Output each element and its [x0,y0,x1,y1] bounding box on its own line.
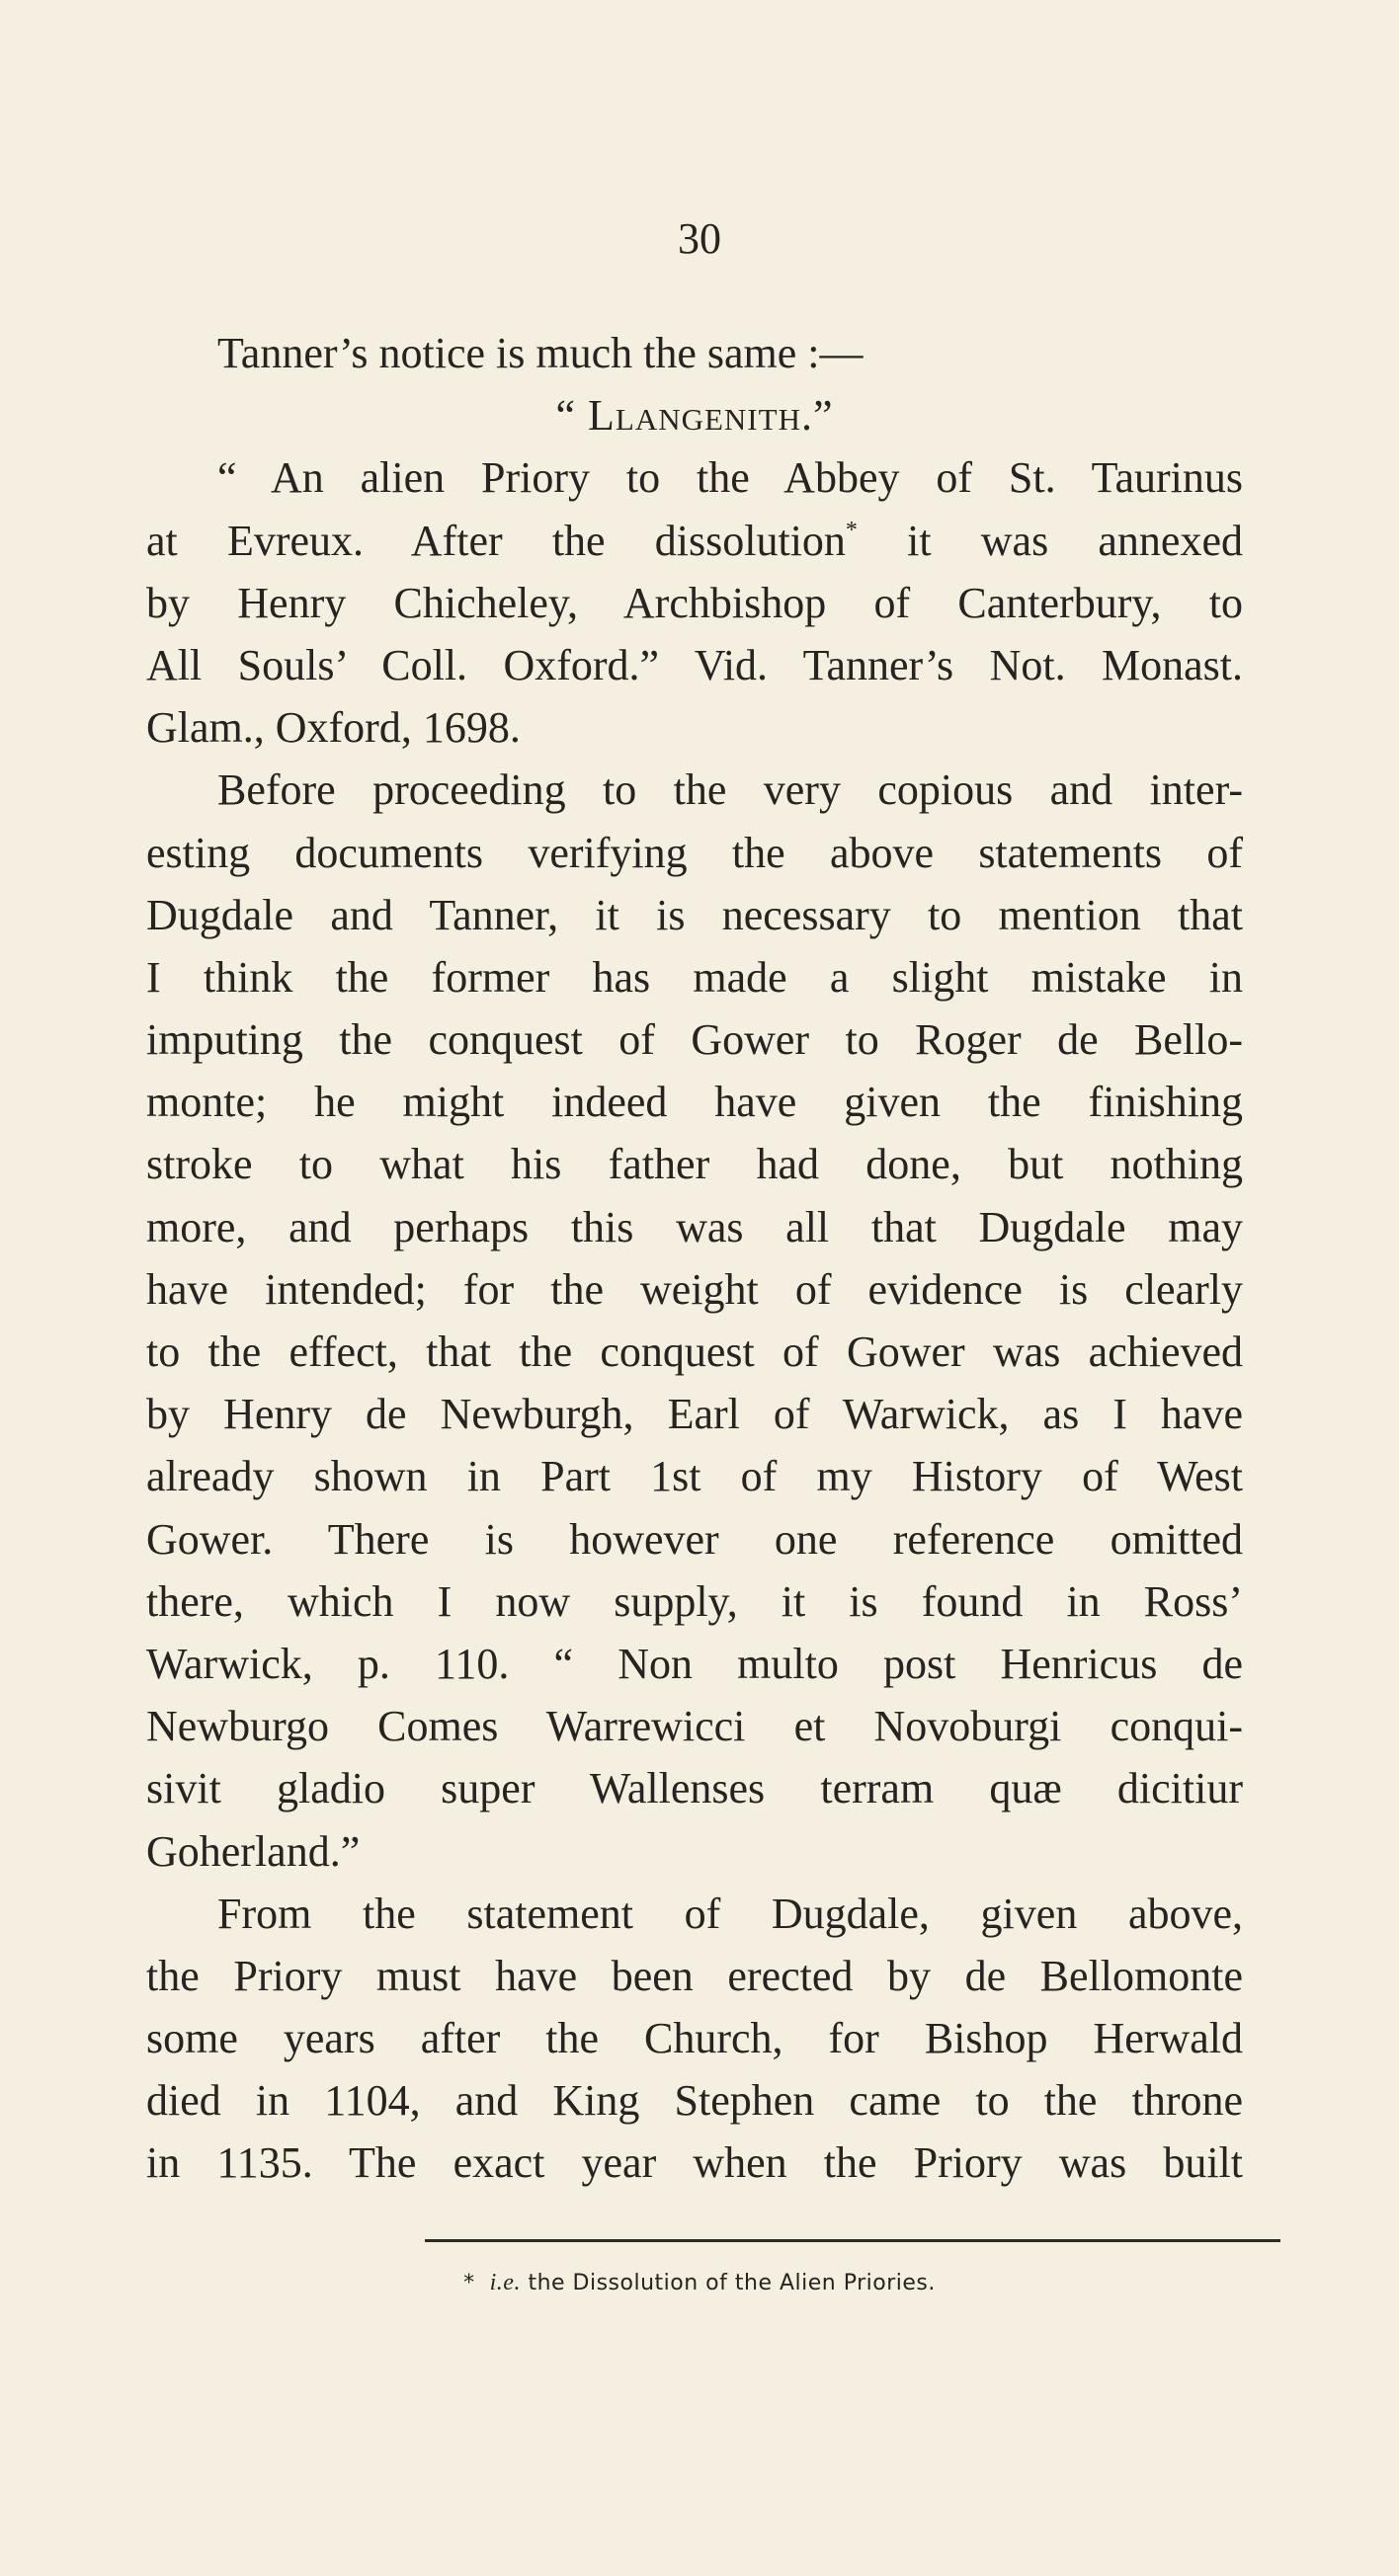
text-line: Newburgo Comes Warrewicci et Novoburgi conqui- [146,1702,1243,1751]
text-line: there, which I now supply, it is found in Ross’ [146,1576,1243,1626]
text-line [146,510,1243,572]
text-line: died in 1104, and King Stephen came to the throne [146,2076,1243,2126]
text-line: monte; he might indeed have given the finishing [146,1078,1243,1127]
text-line: Dugdale and Tanner, it is necessary to mention that [146,890,1243,939]
text-line: Before proceeding to the very copious and inter- [217,765,1243,815]
text-line: Warwick, p. 110. “ Non multo post Henricus de [146,1639,1243,1688]
text-line: All Souls’ Coll. Oxford.” Vid. Tanner’s Not. Monast. [146,640,1243,689]
footnote [0,2268,1399,2298]
text-line: I think the former has made a slight mistake in [146,952,1243,1002]
text-line: imputing the conquest of Gower to Roger de Bello- [146,1015,1243,1065]
text-line: some years after the Church, for Bishop Herwald [146,2014,1243,2063]
text-line: already shown in Part 1st of my History of West [146,1452,1243,1501]
text-line: by Henry Chicheley, Archbishop of Canterbury, to [146,578,1243,627]
text-line: “ An alien Priory to the Abbey of St. Taurinus [217,453,1243,503]
text-line: esting documents verifying the above statements of [146,828,1243,877]
page-number: 30 [678,214,721,263]
text-fragment: at Evreux. After the dissolution [146,516,846,565]
text-line: Gower. There is however one reference omitted [146,1514,1243,1564]
footnote-reference[interactable]: * [845,517,858,543]
text-line: stroke to what his father had done, but nothing [146,1140,1243,1189]
body-text [146,322,1243,2195]
footnote-abbreviation: i.e. [489,2270,521,2295]
text-line: to the effect, that the conquest of Gower was achieved [146,1328,1243,1376]
text-fragment: it was annexed [857,516,1243,565]
text-line: Glam., Oxford, 1698. [146,703,521,753]
text-line: have intended; for the weight of evidence is clearly [146,1264,1243,1314]
text-line: From the statement of Dugdale, given above, [217,1889,1243,1938]
text-line: in 1135. The exact year when the Priory was built [146,2138,1243,2188]
text-line: the Priory must have been erected by de Bellomonte [146,1951,1243,2000]
text-line: by Henry de Newburgh, Earl of Warwick, as I have [146,1390,1243,1439]
section-heading: “ Llangenith.” [555,391,834,441]
text-line: sivit gladio super Wallenses terram quæ dicitiur [146,1764,1243,1813]
footnote-marker: * [463,2271,475,2295]
footnote-divider [425,2239,1280,2242]
text-line: Tanner’s notice is much the same :— [217,329,864,377]
text-line: Goherland.” [146,1826,361,1876]
text-line: more, and perhaps this was all that Dugdale may [146,1202,1243,1251]
footnote-text: the Dissolution of the Alien Priories. [520,2271,936,2295]
